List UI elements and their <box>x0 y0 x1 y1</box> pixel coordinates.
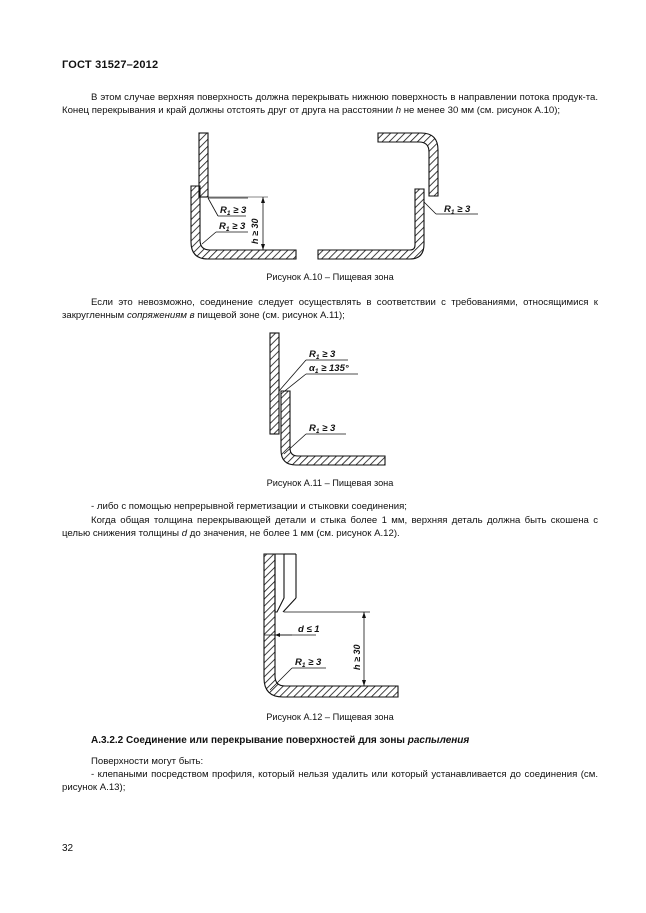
paragraph-riveted: - клепаными посредством профиля, который нельзя удалить или который устанавливается до соединения (см. рисунок А.13); <box>62 769 598 793</box>
document-header: ГОСТ 31527–2012 <box>62 59 159 71</box>
label-h-a10: h ≥ 30 <box>250 218 260 244</box>
paragraph-sealing: - либо с помощью непрерывной герметизации и стыковки соединения; <box>91 501 407 512</box>
paragraph-italic: сопряжениям в <box>126 310 195 321</box>
label-r1-a11-bottom: $R_1 \ge 3$ <box>309 423 336 435</box>
paragraph-text: не менее 30 мм (см. рисунок А.10); <box>401 105 561 116</box>
label-r1-a10-right: $R_1 \ge 3$ <box>444 204 471 216</box>
label-r1-a12: $R_1 \ge 3$ <box>295 657 322 669</box>
label-d-a12: d ≤ 1 <box>298 624 320 635</box>
paragraph-surfaces: Поверхности могут быть: <box>91 756 204 767</box>
symbol-h: h <box>395 105 402 116</box>
label-r1-a10-2: $R_1 \ge 3$ <box>219 221 246 233</box>
label-alpha-a11: $\alpha_1 \ge 135^\circ$ <box>309 363 349 375</box>
paragraph-text: пищевой зоне (см. рисунок А.11); <box>194 310 345 321</box>
caption-a10: Рисунок А.10 – Пищевая зона <box>266 272 394 282</box>
paragraph-text: Если это невозможно, соединение следует осуществлять в соответствии с требованиями, относящимися к закругленным <box>62 297 598 321</box>
paragraph-text: до значения, не более 1 мм (см. рисунок А.12). <box>187 528 400 539</box>
label-r1-a10-1: $R_1 \ge 3$ <box>220 205 247 217</box>
label-h-a12: h ≥ 30 <box>352 644 362 670</box>
caption-a12: Рисунок А.12 – Пищевая зона <box>266 712 394 722</box>
paragraph-text: Когда общая толщина перекрывающей детали и стыка более 1 мм, верхняя деталь должна быть скошена с целью снижения толщины <box>62 515 598 539</box>
symbol-d: d <box>181 528 188 539</box>
label-r1-a11-top: $R_1 \ge 3$ <box>309 349 336 361</box>
section-heading <box>91 734 469 747</box>
section-title: А.3.2.2 Соединение или перекрывание поверхностей для зоны <box>91 735 408 746</box>
section-title-italic: распыления <box>407 735 470 746</box>
page-number: 32 <box>62 843 74 854</box>
caption-a11: Рисунок А.11 – Пищевая зона <box>266 478 394 488</box>
paragraph-text: В этом случае верхняя поверхность должна перекрывать нижнюю поверхность в направлении потока продук-та. Конец перекрывания и край должны отстоять друг от друга на расстоянии <box>62 92 598 116</box>
